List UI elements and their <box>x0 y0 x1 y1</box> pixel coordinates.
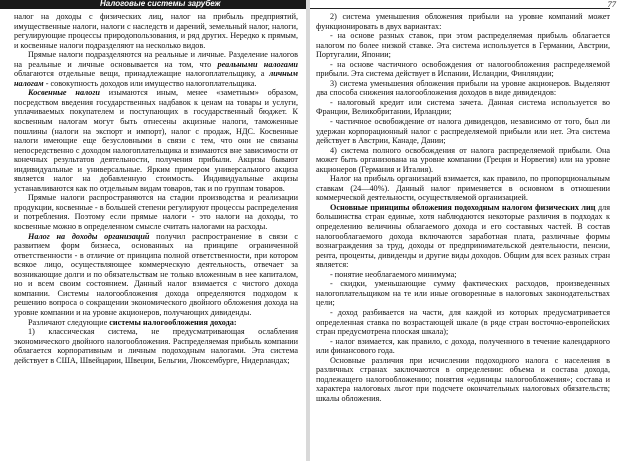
running-header <box>0 0 306 9</box>
paragraph <box>14 318 298 328</box>
left-page <box>0 0 306 461</box>
paragraph <box>14 232 298 318</box>
paragraph: - частичное освобождение от налога дивидендов, независимо от того, был ли удержан корпорационный налог с распределяемой прибыли или нет. Эта система действует в Австрии, Канаде, Дании; <box>316 117 610 146</box>
right-page <box>310 0 620 461</box>
paragraph-text: для большинства стран единые, хотя наблюдаются некоторые различия в подходах к определению величины облагаемого дохода и его составных частей. В состав налогооблагаемого дохода включаются заработная плата, различные формы вознаграждения за труд, доходы от предпринимательской деятельности, пенсии, рента, проценты, дивиденды и другие виды доходов. Общим для всех разных стран является: <box>316 202 610 270</box>
paragraph-text: изымаются иным, менее «заметным» образом, посредством введения государственных надбавок к ценам на товары и услуги, уплачиваемых покупателем и поступающих в государственный бюджет. К косвенным налогам могут быть отнесены акцизные налоги, таможенные пошлины (налоги на экспорт и импорт), налог с продаж, НДС. Косвенные налоги имеющие еще безусловными в связи с тем, что они не связаны непосредственно с доходом налогоплательщика и взимаются вне зависимости от конечных результатов деятельности, получения прибыли. Акцизы бывают индивидуальные и универсальные. Ярким примером универсального акциза является налог на добавленную стоимость. Индивидуальные акцизы устанавливаются как по отдельным видам товаров, так и по группам товаров. <box>14 88 298 193</box>
paragraph: 1) классическая система, не предусматривающая ослабления экономического двойного налогообложения. Распределяемая прибыль компании облагается корпоративным и личным подоходным налогами. Эта система действует в США, Швейцарии, Швеции, Бельгии, Люксембурге, Нидерландах; <box>14 327 298 365</box>
running-header-rule <box>310 0 610 9</box>
left-text-column <box>14 12 298 365</box>
paragraph: - на основе частичного освобождения от налогообложения распределяемой прибыли. Эта система действует в Испании, Исландии, Финляндии; <box>316 59 610 79</box>
paragraph-text: Различают следующие <box>28 317 110 327</box>
emphasized-term: Налог на доходы организаций <box>28 231 150 241</box>
paragraph: 4) система полного освобождения от налога распределяемой прибыли. Она может быть организована на уровне компании (Греция и Норвегия) или на уровне акционеров (Германия и Италия). <box>316 145 610 174</box>
emphasized-term: реальными налогами <box>217 59 298 69</box>
right-text-column <box>316 12 610 403</box>
paragraph: - скидки, уменьшающие сумму фактических расходов, произведенных налогоплательщиком на те или иные оговоренные в налоговых законодательствах цели; <box>316 279 610 308</box>
paragraph: 2) система уменьшения обложения прибыли на уровне компаний может функционировать в двух вариантах: <box>316 12 610 31</box>
paragraph: налог на доходы с физических лиц, налог на прибыль предприятий, имущественные налоги, налоги с наследств и дарений, земельный налог, налоги, регулирующие процессы природопользования, и ряд других. Нередко к прямым, и косвенные налоги подразделяют на несколько видов. <box>14 12 298 50</box>
paragraph-text: облагаются отдельные вещи, принадлежащие налогоплательщику, а <box>14 69 270 79</box>
paragraph: - понятие необлагаемого минимума; <box>330 269 457 279</box>
paragraph: Налог на прибыль организаций взимается, как правило, по пропорциональным ставкам (24—40%). Данный налог применяется в основном в отношении коммерческой деятельности, осуществляемой организацией. <box>316 174 610 203</box>
page-number: 77 <box>607 0 616 9</box>
paragraph: - налог взимается, как правило, с дохода, полученного в течение календарного или финансового года. <box>316 336 610 356</box>
running-header-title: Налоговые системы зарубеж <box>100 0 221 8</box>
paragraph-text: получил распространение в связи с развитием форм бизнеса, основанных на принципе ограниченной ответственности - в отличие от принципа полной ответственности, при котором всякое лицо, осуществляющее коммерческую деятельность, отвечает за возникающие долги и по обязательствам не только вложенным в нее капиталом, но и всем своим состоянием. Данный налог взимается с чистого дохода компании. Системы налогообложения дохода определяются подходом к решению вопроса о сокращении экономического двойного обложения дохода на уровне компании и на уровне акционеров, получающих дивиденды. <box>14 231 298 317</box>
paragraph <box>14 88 298 193</box>
emphasized-term: Основные принципы обложения подоходным налогом физических лиц <box>330 202 596 212</box>
paragraph: - доход разбивается на части, для каждой из которых предусматривается определенная ставка по возрастающей шкале (в ряде стран восточно-европейских стран предусмотрена плоская шкала); <box>316 307 610 337</box>
emphasized-term: системы налогообложения дохода: <box>109 317 237 327</box>
paragraph <box>14 50 298 88</box>
emphasized-term: личным налогам <box>14 69 298 88</box>
paragraph: 3) система уменьшения обложения прибыли на уровне акционеров. Выделяют два способа снижения налогообложения доходов в виде дивидендов: <box>316 78 610 98</box>
paragraph-text: Прямые налоги подразделяются на реальные и личные. Разделение налогов на реальные и личные основывается на том, что <box>14 50 298 69</box>
paragraph: - налоговый кредит или система зачета. Данная система используется во Франции, Великобритании, Ирландии; <box>316 97 610 117</box>
emphasized-term: Косвенные налоги <box>28 88 100 98</box>
paragraph: Основные различия при исчислении подоходного налога с населения в различных странах заключаются в определении: объема и состава дохода, подлежащего налогообложению; понятия «единицы налогообложения»; состава и характера налоговых льгот при подсчете окончательных налоговых обязательств; шкалы обложения. <box>316 355 610 403</box>
paragraph-text: - совокупность доходов или имущество налогоплательщика. <box>43 78 257 88</box>
paragraph: Прямые налоги распространяются на стадии производства и реализации продукции, косвенные - в большей степени регулируют процессы распределения и потребления. Поэтому если прямые налоги - это налоги на доходы, то косвенные можно в определенном смысле считать налогами на расходы. <box>14 193 298 232</box>
paragraph: - на основе разных ставок, при этом распределяемая прибыль облагается налогом по более низкой ставке. Эта система используется в Германии, Австрии, Португалии, Японии; <box>316 31 610 60</box>
paragraph <box>316 203 610 270</box>
